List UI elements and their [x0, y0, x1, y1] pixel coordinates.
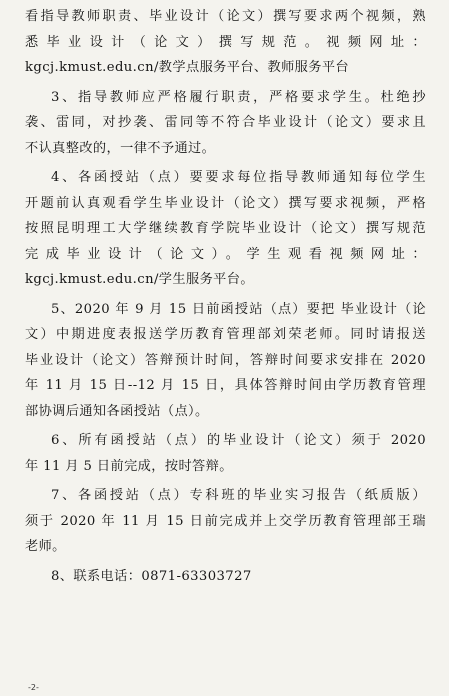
text-line: 7、各函授站（点）专科班的毕业实习报告（纸质版） — [51, 488, 426, 503]
text-line: 袭、雷同，对抄袭、雷同等不符合毕业设计（论文）要求且 — [25, 115, 426, 130]
text-line: 年 11 月 15 日--12 月 15 日，具体答辩时间由学历教育管理 — [25, 378, 426, 393]
text-line: kgcj.kmust.edu.cn/教学点服务平台、教师服务平台 — [25, 60, 350, 75]
contact-phone: 8、联系电话：0871-63303727 — [51, 568, 252, 584]
text-line: 不认真整改的，一律不予通过。 — [25, 140, 216, 156]
text-line: 4、各函授站（点）要要求每位指导教师通知每位学生 — [51, 170, 426, 185]
text-line: 老师。 — [25, 539, 66, 554]
text-line: 5、2020 年 9 月 15 日前函授站（点）要把 毕业设计（论 — [51, 301, 426, 317]
paragraph-item-8-contact — [25, 564, 426, 590]
text-line: kgcj.kmust.edu.cn/学生服务平台。 — [25, 272, 254, 287]
text-line: 开题前认真观看学生毕业设计（论文）撰写要求视频，严格 — [25, 195, 426, 211]
text-line: 文）中期进度表报送学历教育管理部刘荣老师。同时请报送 — [25, 327, 426, 342]
paragraph-item-7 — [25, 483, 426, 560]
paragraph-item-3 — [25, 85, 426, 162]
text-line: 须于 2020 年 11 月 15 日前完成并上交学历教育管理部王瑞 — [25, 513, 426, 529]
paragraph-item-5 — [25, 297, 426, 425]
text-line: 6、所有函授站（点）的毕业设计（论文）须于 2020 — [51, 433, 426, 448]
text-line: 年 11 月 5 日前完成，按时答辩。 — [25, 458, 233, 474]
text-line: 毕业设计（论文）答辩预计时间，答辩时间要求安排在 2020 — [25, 352, 426, 368]
paragraph-item-4 — [25, 165, 426, 293]
text-line: 完成毕业设计（论文）。学生观看视频网址： — [25, 246, 426, 262]
paragraph-item-6 — [25, 428, 426, 479]
text-line: 看指导教师职责、毕业设计（论文）撰写要求两个视频，熟 — [25, 9, 426, 24]
page-number: -2- — [28, 683, 39, 692]
text-line: 按照昆明理工大学继续教育学院毕业设计（论文）撰写规范 — [25, 221, 426, 236]
text-line: 悉毕业设计（论文）撰写规范。视频网址： — [25, 34, 426, 50]
paragraph-video-requirements — [25, 4, 426, 81]
text-line: 3、指导教师应严格履行职责，严格要求学生。杜绝抄 — [51, 89, 426, 105]
text-line: 部协调后通知各函授站（点）。 — [25, 403, 209, 419]
